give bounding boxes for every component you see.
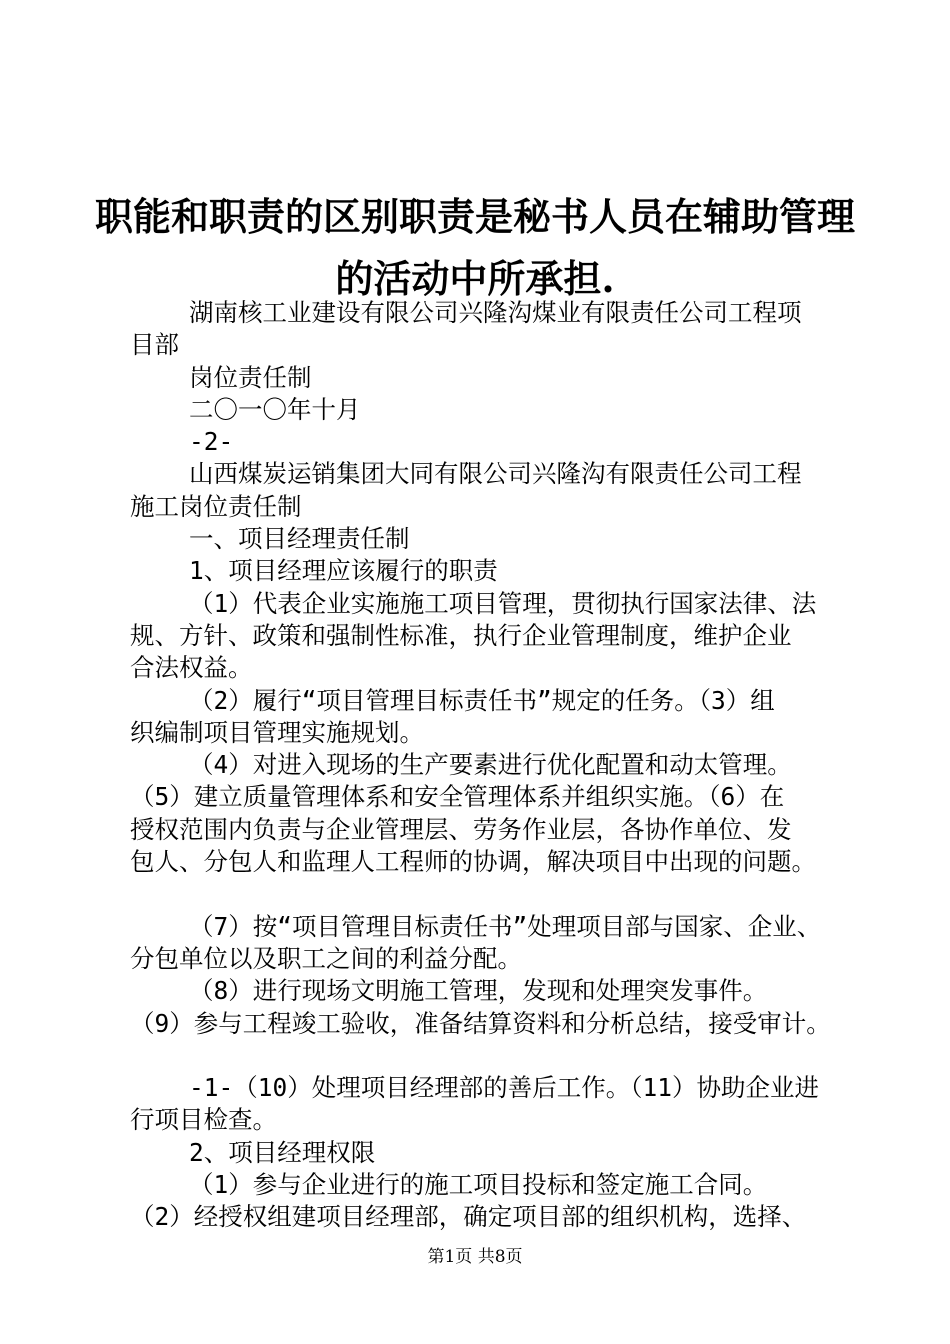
paragraph-line: 包人、分包人和监理人工程师的协调，解决项目中出现的问题。 <box>130 847 816 877</box>
paragraph-line: （2）履行“项目管理目标责任书”规定的任务。（3）组 <box>130 685 775 715</box>
paragraph-line: -2- <box>130 427 234 457</box>
paragraph-line: （8）进行现场文明施工管理，发现和处理突发事件。 <box>130 976 768 1006</box>
paragraph-line: 分包单位以及职工之间的利益分配。 <box>130 943 522 973</box>
blank-line <box>130 1040 850 1072</box>
paragraph-line: （9）参与工程竣工验收，准备结算资料和分析总结，接受审计。 <box>130 1008 831 1038</box>
paragraph-line: 一、项目经理责任制 <box>130 524 410 554</box>
paragraph-line: 1、项目经理应该履行的职责 <box>130 556 498 586</box>
paragraph-line: 岗位责任制 <box>130 362 312 392</box>
paragraph-line: 行项目检查。 <box>130 1105 277 1135</box>
paragraph-line: 织编制项目管理实施规划。 <box>130 717 424 747</box>
paragraph-line: （2）经授权组建项目经理部，确定项目部的组织机构，选择、 <box>130 1202 807 1232</box>
blank-line <box>130 878 850 910</box>
paragraph-line: -1-（10）处理项目经理部的善后工作。（11）协助企业进 <box>130 1073 820 1103</box>
paragraph-line: （7）按“项目管理目标责任书”处理项目部与国家、企业、 <box>130 911 822 941</box>
paragraph-line: （1）代表企业实施施工项目管理，贯彻执行国家法律、法 <box>130 588 817 618</box>
paragraph-line: 湖南核工业建设有限公司兴隆沟煤业有限责任公司工程项 <box>130 298 802 327</box>
paragraph-line: 二〇一〇年十月 <box>130 394 361 424</box>
paragraph-line: 2、项目经理权限 <box>130 1137 376 1167</box>
paragraph-line: （5）建立质量管理体系和安全管理体系并组织实施。（6）在 <box>130 782 785 812</box>
document-title-line-1: 职能和职责的区别职责是秘书人员在辅助管理 <box>94 194 855 239</box>
paragraph-line: 施工岗位责任制 <box>130 491 302 521</box>
document-title-line-2: 的活动中所承担. <box>335 256 615 301</box>
paragraph-line: （1）参与企业进行的施工项目投标和签定施工合同。 <box>130 1170 768 1200</box>
paragraph-line: （4）对进入现场的生产要素进行优化配置和动太管理。 <box>130 750 792 780</box>
paragraph-line: 目部 <box>130 330 179 360</box>
document-body <box>130 297 850 1234</box>
page-footer: 第1页 共8页 <box>427 1247 523 1267</box>
paragraph-line: 规、方针、政策和强制性标准，执行企业管理制度，维护企业 <box>130 620 792 650</box>
paragraph-line: 授权范围内负责与企业管理层、劳务作业层，各协作单位、发 <box>130 814 792 844</box>
paragraph-line: 山西煤炭运销集团大同有限公司兴隆沟有限责任公司工程 <box>130 459 802 489</box>
paragraph-line: 合法权益。 <box>130 653 253 683</box>
